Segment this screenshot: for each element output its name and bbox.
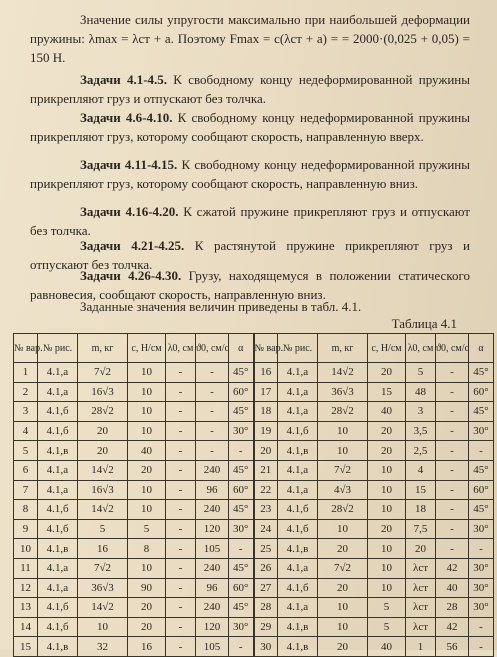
table-cell: 10 <box>368 480 406 500</box>
task-heading: Задачи 4.21-4.25. <box>80 238 185 253</box>
table-cell: 56 <box>436 637 469 657</box>
table-cell: 7√2 <box>318 558 368 578</box>
table-row <box>14 460 494 480</box>
table-cell: - <box>436 382 469 402</box>
table-cell: 16 <box>78 539 128 559</box>
table-cell: 3 <box>14 402 38 422</box>
table-cell: 240 <box>196 460 229 480</box>
column-header: ϑ0, см/с <box>196 334 229 363</box>
table-cell: - <box>166 421 196 441</box>
table-cell: 10 <box>368 539 406 559</box>
table-cell: 28√2 <box>318 402 368 422</box>
table-cell: 14√2 <box>78 460 128 480</box>
table-cell: - <box>436 441 469 461</box>
table-cell: 21 <box>254 460 278 480</box>
table-cell: 10 <box>318 598 368 618</box>
table-cell: - <box>196 402 229 422</box>
table-cell: 48 <box>406 382 436 402</box>
table-cell: 240 <box>196 500 229 520</box>
table-cell: 4.1,в <box>278 539 318 559</box>
table-cell: 16√3 <box>78 480 128 500</box>
table-cell: 20 <box>128 460 166 480</box>
column-header: λ0, см <box>166 334 196 363</box>
table-cell: 28 <box>436 598 469 618</box>
table-cell: 4.1,б <box>38 617 78 637</box>
table-cell: 4.1,б <box>38 402 78 422</box>
table-cell: 4.1,а <box>38 363 78 383</box>
task-text: К растянутой пружине прикрепляют груз и отпускают без толчка. <box>30 238 470 272</box>
table-cell: 40 <box>368 402 406 422</box>
table-cell: 90 <box>128 578 166 598</box>
table-cell: 4.1,в <box>278 441 318 461</box>
table-cell: 60° <box>229 578 254 598</box>
table-cell: 4.1,б <box>278 578 318 598</box>
table-cell: 10 <box>368 558 406 578</box>
table-cell: 30° <box>469 598 494 618</box>
table-cell: - <box>196 363 229 383</box>
table-cell: 14√2 <box>78 598 128 618</box>
table-cell: 10 <box>318 617 368 637</box>
table-cell: 240 <box>196 558 229 578</box>
table-cell: 4.1,б <box>278 500 318 520</box>
table-cell: 4.1,б <box>38 598 78 618</box>
table-cell: 2 <box>14 382 38 402</box>
table-cell: 10 <box>78 617 128 637</box>
table-cell: 4.1,а <box>38 578 78 598</box>
table-cell: λст <box>406 617 436 637</box>
table-cell: 30 <box>254 637 278 657</box>
table-cell: - <box>196 421 229 441</box>
table-cell: 4.1,а <box>278 480 318 500</box>
table-cell: - <box>166 480 196 500</box>
table-cell: 28 <box>254 598 278 618</box>
table-cell: - <box>166 441 196 461</box>
table-cell: 4.1,а <box>278 598 318 618</box>
table-cell: - <box>469 441 494 461</box>
table-cell: 4.1,а <box>278 460 318 480</box>
table-cell: 30° <box>229 617 254 637</box>
table-cell: 5 <box>128 519 166 539</box>
table-cell: 10 <box>128 480 166 500</box>
table-cell: 14 <box>14 617 38 637</box>
table-cell: 10 <box>128 421 166 441</box>
table-cell: 10 <box>128 382 166 402</box>
table-cell: 36√3 <box>318 382 368 402</box>
table-cell: 120 <box>196 617 229 637</box>
table-cell: 45° <box>469 500 494 520</box>
table-cell: 20 <box>318 578 368 598</box>
table-cell: 36√3 <box>78 578 128 598</box>
table-row <box>14 421 494 441</box>
table-cell: 42 <box>436 558 469 578</box>
table-cell: 27 <box>254 578 278 598</box>
task-text: К свободному концу недеформированной пружины прикрепляют груз, которому сообщают скорость, направленную вверх. <box>30 110 470 144</box>
table-cell: 6 <box>14 460 38 480</box>
column-header: c, Н/см <box>368 334 406 363</box>
solution-text: Значение силы упругости максимально при наибольшей деформации пружины: λmax = λст + a. Поэтому Fmax = c(λст + a) = = 2000·(0,025 + 0,05) = 150 Н. <box>30 12 470 65</box>
table-cell: 5 <box>368 617 406 637</box>
table-cell: 25 <box>254 539 278 559</box>
table-cell: 2,5 <box>406 441 436 461</box>
table-cell: 30° <box>469 578 494 598</box>
table-cell: 10 <box>128 500 166 520</box>
column-header: c, Н/см <box>128 334 166 363</box>
table-cell: 40 <box>368 637 406 657</box>
table-caption: Таблица 4.1 <box>391 316 457 331</box>
table-cell: - <box>196 441 229 461</box>
table-cell: - <box>166 558 196 578</box>
table-cell: - <box>166 598 196 618</box>
table-cell: 45° <box>469 460 494 480</box>
table-row <box>14 441 494 461</box>
table-cell: 30° <box>469 558 494 578</box>
table-cell: λст <box>406 578 436 598</box>
table-cell: 4.1,а <box>278 558 318 578</box>
table-cell: 3 <box>406 402 436 422</box>
table-cell: 7,5 <box>406 519 436 539</box>
table-cell: 30° <box>229 421 254 441</box>
table-cell: 14√2 <box>78 500 128 520</box>
table-cell: 15 <box>368 382 406 402</box>
table-cell: 10 <box>318 441 368 461</box>
table-cell: 7√2 <box>78 558 128 578</box>
column-header: № рис. <box>278 334 318 363</box>
table-cell: - <box>166 500 196 520</box>
table-cell: 4.1,в <box>38 441 78 461</box>
table-cell: - <box>436 460 469 480</box>
table-cell: 240 <box>196 598 229 618</box>
table-cell: 4.1,б <box>38 500 78 520</box>
table-cell: 60° <box>469 382 494 402</box>
table-cell: - <box>166 519 196 539</box>
table-cell: 22 <box>254 480 278 500</box>
table-cell: 20 <box>318 539 368 559</box>
table-row <box>14 617 494 637</box>
table-cell: - <box>166 363 196 383</box>
table-cell: - <box>469 637 494 657</box>
table-cell: 45° <box>229 558 254 578</box>
table-cell: 4.1,в <box>278 637 318 657</box>
column-header: α <box>229 334 254 363</box>
table-cell: 20 <box>368 421 406 441</box>
table-row <box>14 382 494 402</box>
task-text: К сжатой пружине прикрепляют груз и отпускают без толчка. <box>30 204 470 238</box>
table-cell: 40 <box>128 441 166 461</box>
table-cell: 20 <box>368 363 406 383</box>
table-cell: 5 <box>406 363 436 383</box>
table-cell: - <box>166 539 196 559</box>
table-cell: - <box>166 578 196 598</box>
paragraph-table-ref <box>30 297 470 316</box>
table-cell: 15 <box>14 637 38 657</box>
table-cell: - <box>166 460 196 480</box>
table-cell: 20 <box>368 519 406 539</box>
table-cell: - <box>229 441 254 461</box>
table-cell: 1 <box>406 637 436 657</box>
table-cell: - <box>436 500 469 520</box>
table-cell: 96 <box>196 480 229 500</box>
table-header-row <box>14 334 494 363</box>
table-cell: 4 <box>406 460 436 480</box>
table-cell: 42 <box>436 617 469 637</box>
column-header: № вар. <box>14 334 38 363</box>
paragraph-solution-end <box>30 10 470 67</box>
table-row <box>14 598 494 618</box>
table-cell: 30° <box>229 519 254 539</box>
table-cell: λст <box>406 598 436 618</box>
table-cell: - <box>196 382 229 402</box>
paragraph-tasks-6-10 <box>30 108 470 146</box>
table-cell: 20 <box>128 598 166 618</box>
table-cell: 4.1,б <box>38 519 78 539</box>
table-cell: - <box>469 617 494 637</box>
table-cell: 30° <box>469 421 494 441</box>
table-cell: - <box>166 617 196 637</box>
table-cell: 7 <box>14 480 38 500</box>
table-cell: 60° <box>229 480 254 500</box>
table-cell: - <box>436 402 469 422</box>
table-cell: 10 <box>318 519 368 539</box>
table-cell: 20 <box>254 441 278 461</box>
table-cell: 8 <box>14 500 38 520</box>
column-header: m, кг <box>78 334 128 363</box>
table-cell: 45° <box>469 402 494 422</box>
table-cell: 4.1,в <box>278 617 318 637</box>
column-header: λ0, см <box>406 334 436 363</box>
table-cell: 60° <box>469 480 494 500</box>
table-row <box>14 558 494 578</box>
table-cell: 4.1,б <box>38 421 78 441</box>
table-cell: 26 <box>254 558 278 578</box>
table-reference-text: Заданные значения величин приведены в табл. 4.1. <box>80 299 362 314</box>
table-cell: - <box>436 480 469 500</box>
table-cell: 10 <box>368 460 406 480</box>
table-cell: 20 <box>318 637 368 657</box>
table-cell: - <box>229 637 254 657</box>
table-cell: 5 <box>14 441 38 461</box>
table-cell: - <box>436 421 469 441</box>
column-header: ϑ0, см/с <box>436 334 469 363</box>
table-cell: 10 <box>128 402 166 422</box>
table-cell: 17 <box>254 382 278 402</box>
task-text: К свободному концу недеформированной пружины прикрепляют груз и отпускают без толчка. <box>30 72 470 106</box>
paragraph-tasks-16-20 <box>30 202 470 240</box>
table-cell: 20 <box>128 617 166 637</box>
table-cell: - <box>166 382 196 402</box>
table-cell: 19 <box>254 421 278 441</box>
table-cell: 28√2 <box>78 402 128 422</box>
table-cell: 4.1,а <box>38 460 78 480</box>
table-cell: 1 <box>14 363 38 383</box>
table-cell: 11 <box>14 558 38 578</box>
table-cell: 28√2 <box>318 500 368 520</box>
table-cell: 4.1,в <box>38 637 78 657</box>
table-cell: 24 <box>254 519 278 539</box>
table-cell: 105 <box>196 539 229 559</box>
table-row <box>14 363 494 383</box>
table-cell: 120 <box>196 519 229 539</box>
table-cell: 16 <box>254 363 278 383</box>
table-cell: 23 <box>254 500 278 520</box>
table-cell: 4.1,б <box>278 519 318 539</box>
table-cell: 60° <box>229 382 254 402</box>
table-cell: - <box>166 637 196 657</box>
table-row <box>14 519 494 539</box>
table-cell: 9 <box>14 519 38 539</box>
table-cell: 10 <box>14 539 38 559</box>
table-cell: 10 <box>368 500 406 520</box>
table-row <box>14 480 494 500</box>
table-cell: - <box>436 539 469 559</box>
table-row <box>14 578 494 598</box>
table-cell: 14√2 <box>318 363 368 383</box>
table-cell: 7√2 <box>78 363 128 383</box>
table-cell: 15 <box>406 480 436 500</box>
table-cell: 3,5 <box>406 421 436 441</box>
table-cell: 4.1,а <box>38 480 78 500</box>
table-row <box>14 539 494 559</box>
table-cell: 45° <box>229 500 254 520</box>
table-cell: 20 <box>78 421 128 441</box>
table-cell: 45° <box>229 460 254 480</box>
table-cell: - <box>436 363 469 383</box>
table-row <box>14 500 494 520</box>
table-cell: 18 <box>406 500 436 520</box>
table-cell: 20 <box>368 441 406 461</box>
paragraph-tasks-11-15 <box>30 155 470 193</box>
table-cell: 4.1,а <box>38 382 78 402</box>
table-cell: 10 <box>128 558 166 578</box>
table-cell: 4.1,а <box>278 382 318 402</box>
table-cell: 5 <box>78 519 128 539</box>
task-heading: Задачи 4.6-4.10. <box>80 110 173 125</box>
task-text: Грузу, находящемуся в положении статического равновесия, сообщают скорость, направленную вниз. <box>30 268 470 302</box>
table-cell: 4.1,б <box>278 421 318 441</box>
table-cell: 40 <box>436 578 469 598</box>
table-cell: 10 <box>368 578 406 598</box>
table-cell: 4√3 <box>318 480 368 500</box>
table-cell: - <box>469 539 494 559</box>
paragraph-tasks-1-5 <box>30 70 470 108</box>
table-cell: 105 <box>196 637 229 657</box>
table-cell: 5 <box>368 598 406 618</box>
table-row <box>14 637 494 657</box>
table-cell: 18 <box>254 402 278 422</box>
table-cell: 20 <box>406 539 436 559</box>
table-cell: 16 <box>128 637 166 657</box>
column-header: № вар. <box>254 334 278 363</box>
data-table <box>13 333 494 657</box>
table-cell: 7√2 <box>318 460 368 480</box>
table-cell: - <box>166 402 196 422</box>
task-heading: Задачи 4.16-4.20. <box>80 204 179 219</box>
table-cell: - <box>229 539 254 559</box>
table-cell: 45° <box>229 363 254 383</box>
column-header: № рис. <box>38 334 78 363</box>
table-cell: 4 <box>14 421 38 441</box>
table-cell: 30° <box>469 519 494 539</box>
table-cell: 13 <box>14 598 38 618</box>
table-cell: 20 <box>78 441 128 461</box>
table-cell: 45° <box>229 402 254 422</box>
table-cell: 4.1,в <box>38 539 78 559</box>
task-heading: Задачи 4.11-4.15. <box>80 157 178 172</box>
task-text: К свободному концу недеформированной пружины прикрепляют груз, которому сообщают скорость, направленную вниз. <box>30 157 470 191</box>
table-cell: 8 <box>128 539 166 559</box>
table-cell: 29 <box>254 617 278 637</box>
table-cell: 96 <box>196 578 229 598</box>
column-header: α <box>469 334 494 363</box>
table-cell: 16√3 <box>78 382 128 402</box>
task-heading: Задачи 4.26-4.30. <box>80 268 182 283</box>
table-cell: 32 <box>78 637 128 657</box>
table-row <box>14 402 494 422</box>
task-heading: Задачи 4.1-4.5. <box>80 72 168 87</box>
table-cell: 10 <box>318 421 368 441</box>
table-cell: 4.1,а <box>278 363 318 383</box>
table-cell: - <box>436 519 469 539</box>
table-cell: 10 <box>128 363 166 383</box>
column-header: m, кг <box>318 334 368 363</box>
table-cell: 4.1,а <box>278 402 318 422</box>
table-cell: 45° <box>229 598 254 618</box>
table-cell: λст <box>406 558 436 578</box>
table-cell: 4.1,а <box>38 558 78 578</box>
table-cell: 12 <box>14 578 38 598</box>
table-cell: 45° <box>469 363 494 383</box>
